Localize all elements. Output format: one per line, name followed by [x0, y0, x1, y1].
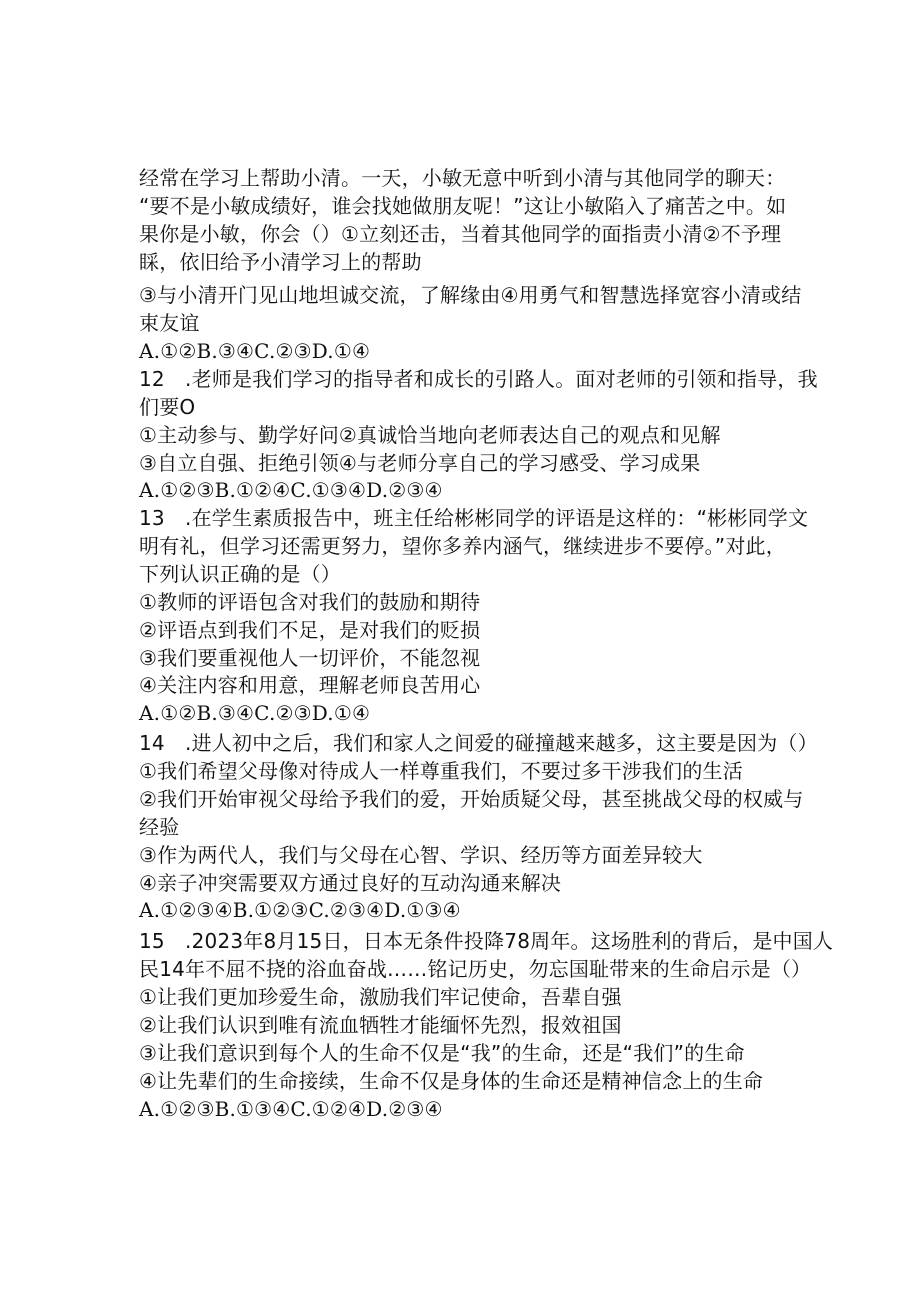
question-15-item-4: ④让先辈们的生命接续，生命不仅是身体的生命还是精神信念上的生命 — [139, 1069, 764, 1093]
question-11-stem-line-4: 睬，依旧给予小清学习上的帮助 — [139, 250, 422, 274]
question-13-stem-line-3: 下列认识正确的是（） — [139, 562, 341, 586]
question-14-item-3: ③作为两代人，我们与父母在心智、学识、经历等方面差异较大 — [139, 843, 703, 867]
question-14-item-2-line-1: ②我们开始审视父母给予我们的爱，开始质疑父母，甚至挑战父母的权威与 — [139, 787, 804, 811]
question-13-options: A.①②B.③④C.②③D.①④ — [139, 701, 371, 725]
question-12-stem-line-1: 12 .老师是我们学习的指导者和成长的引路人。面对老师的引领和指导，我 — [139, 367, 818, 391]
question-15-item-2: ②让我们认识到唯有流血牺牲才能缅怀先烈，报效祖国 — [139, 1013, 622, 1037]
question-12-item-line-2: ③自立自强、拒绝引领④与老师分享自己的学习感受、学习成果 — [139, 451, 701, 475]
question-13-stem-line-2: 明有礼，但学习还需更努力，望你多养内涵气，继续进步不要停。”对此， — [139, 534, 786, 558]
question-13-stem-line-1: 13 .在学生素质报告中，班主任给彬彬同学的评语是这样的：“彬彬同学文 — [139, 506, 809, 530]
question-12-options: A.①②③B.①②④C.①③④D.②③④ — [139, 478, 443, 502]
question-15-item-1: ①让我们更加珍爱生命，激励我们牢记使命，吾辈自强 — [139, 985, 622, 1009]
question-14-item-1: ①我们希望父母像对待成人一样尊重我们，不要过多干涉我们的生活 — [139, 759, 743, 783]
question-12-item-line-1: ①主动参与、勤学好问②真诚恰当地向老师表达自己的观点和见解 — [139, 423, 721, 447]
question-13-item-1: ①教师的评语包含对我们的鼓励和期待 — [139, 590, 481, 614]
question-14-stem: 14 .进人初中之后，我们和家人之间爱的碰撞越来越多，这主要是因为（） — [139, 731, 818, 755]
question-14-item-2-line-2: 经验 — [139, 815, 180, 839]
question-12-stem-line-2: 们要O — [139, 395, 196, 419]
question-13-item-2: ②评语点到我们不足，是对我们的贬损 — [139, 618, 481, 642]
question-14-options: A.①②③④B.①②③C.②③④D.①③④ — [139, 898, 461, 922]
question-15-options: A.①②③B.①③④C.①②④D.②③④ — [139, 1097, 443, 1121]
question-11-options: A.①②B.③④C.②③D.①④ — [139, 339, 371, 363]
question-14-item-4: ④亲子冲突需要双方通过良好的互动沟通来解决 — [139, 871, 562, 895]
question-15-stem-line-1: 15 .2023年8月15日，日本无条件投降78周年。这场胜利的背后，是中国人 — [139, 929, 834, 953]
question-11-stem-line-2: “要不是小敏成绩好，谁会找她做朋友呢！”这让小敏陷入了痛苦之中。如 — [139, 194, 787, 218]
question-11-stem-line-3: 果你是小敏，你会（）①立刻还击，当着其他同学的面指责小清②不予理 — [139, 222, 782, 246]
question-11-stem-line-1: 经常在学习上帮助小清。一天，小敏无意中听到小清与其他同学的聊天： — [139, 166, 786, 190]
question-13-item-3: ③我们要重视他人一切评价，不能忽视 — [139, 646, 481, 670]
question-15-stem-line-2: 民14年不屈不挠的浴血奋战……铭记历史，勿忘国耻带来的生命启示是（） — [139, 957, 812, 981]
question-13-item-4: ④关注内容和用意，理解老师良苦用心 — [139, 673, 481, 697]
question-11-item-line-1: ③与小清开门见山地坦诚交流，了解缘由④用勇气和智慧选择宽容小清或结 — [139, 283, 802, 307]
question-15-item-3: ③让我们意识到每个人的生命不仅是“我”的生命，还是“我们”的生命 — [139, 1041, 745, 1065]
question-11-item-line-2: 束友谊 — [139, 311, 200, 335]
